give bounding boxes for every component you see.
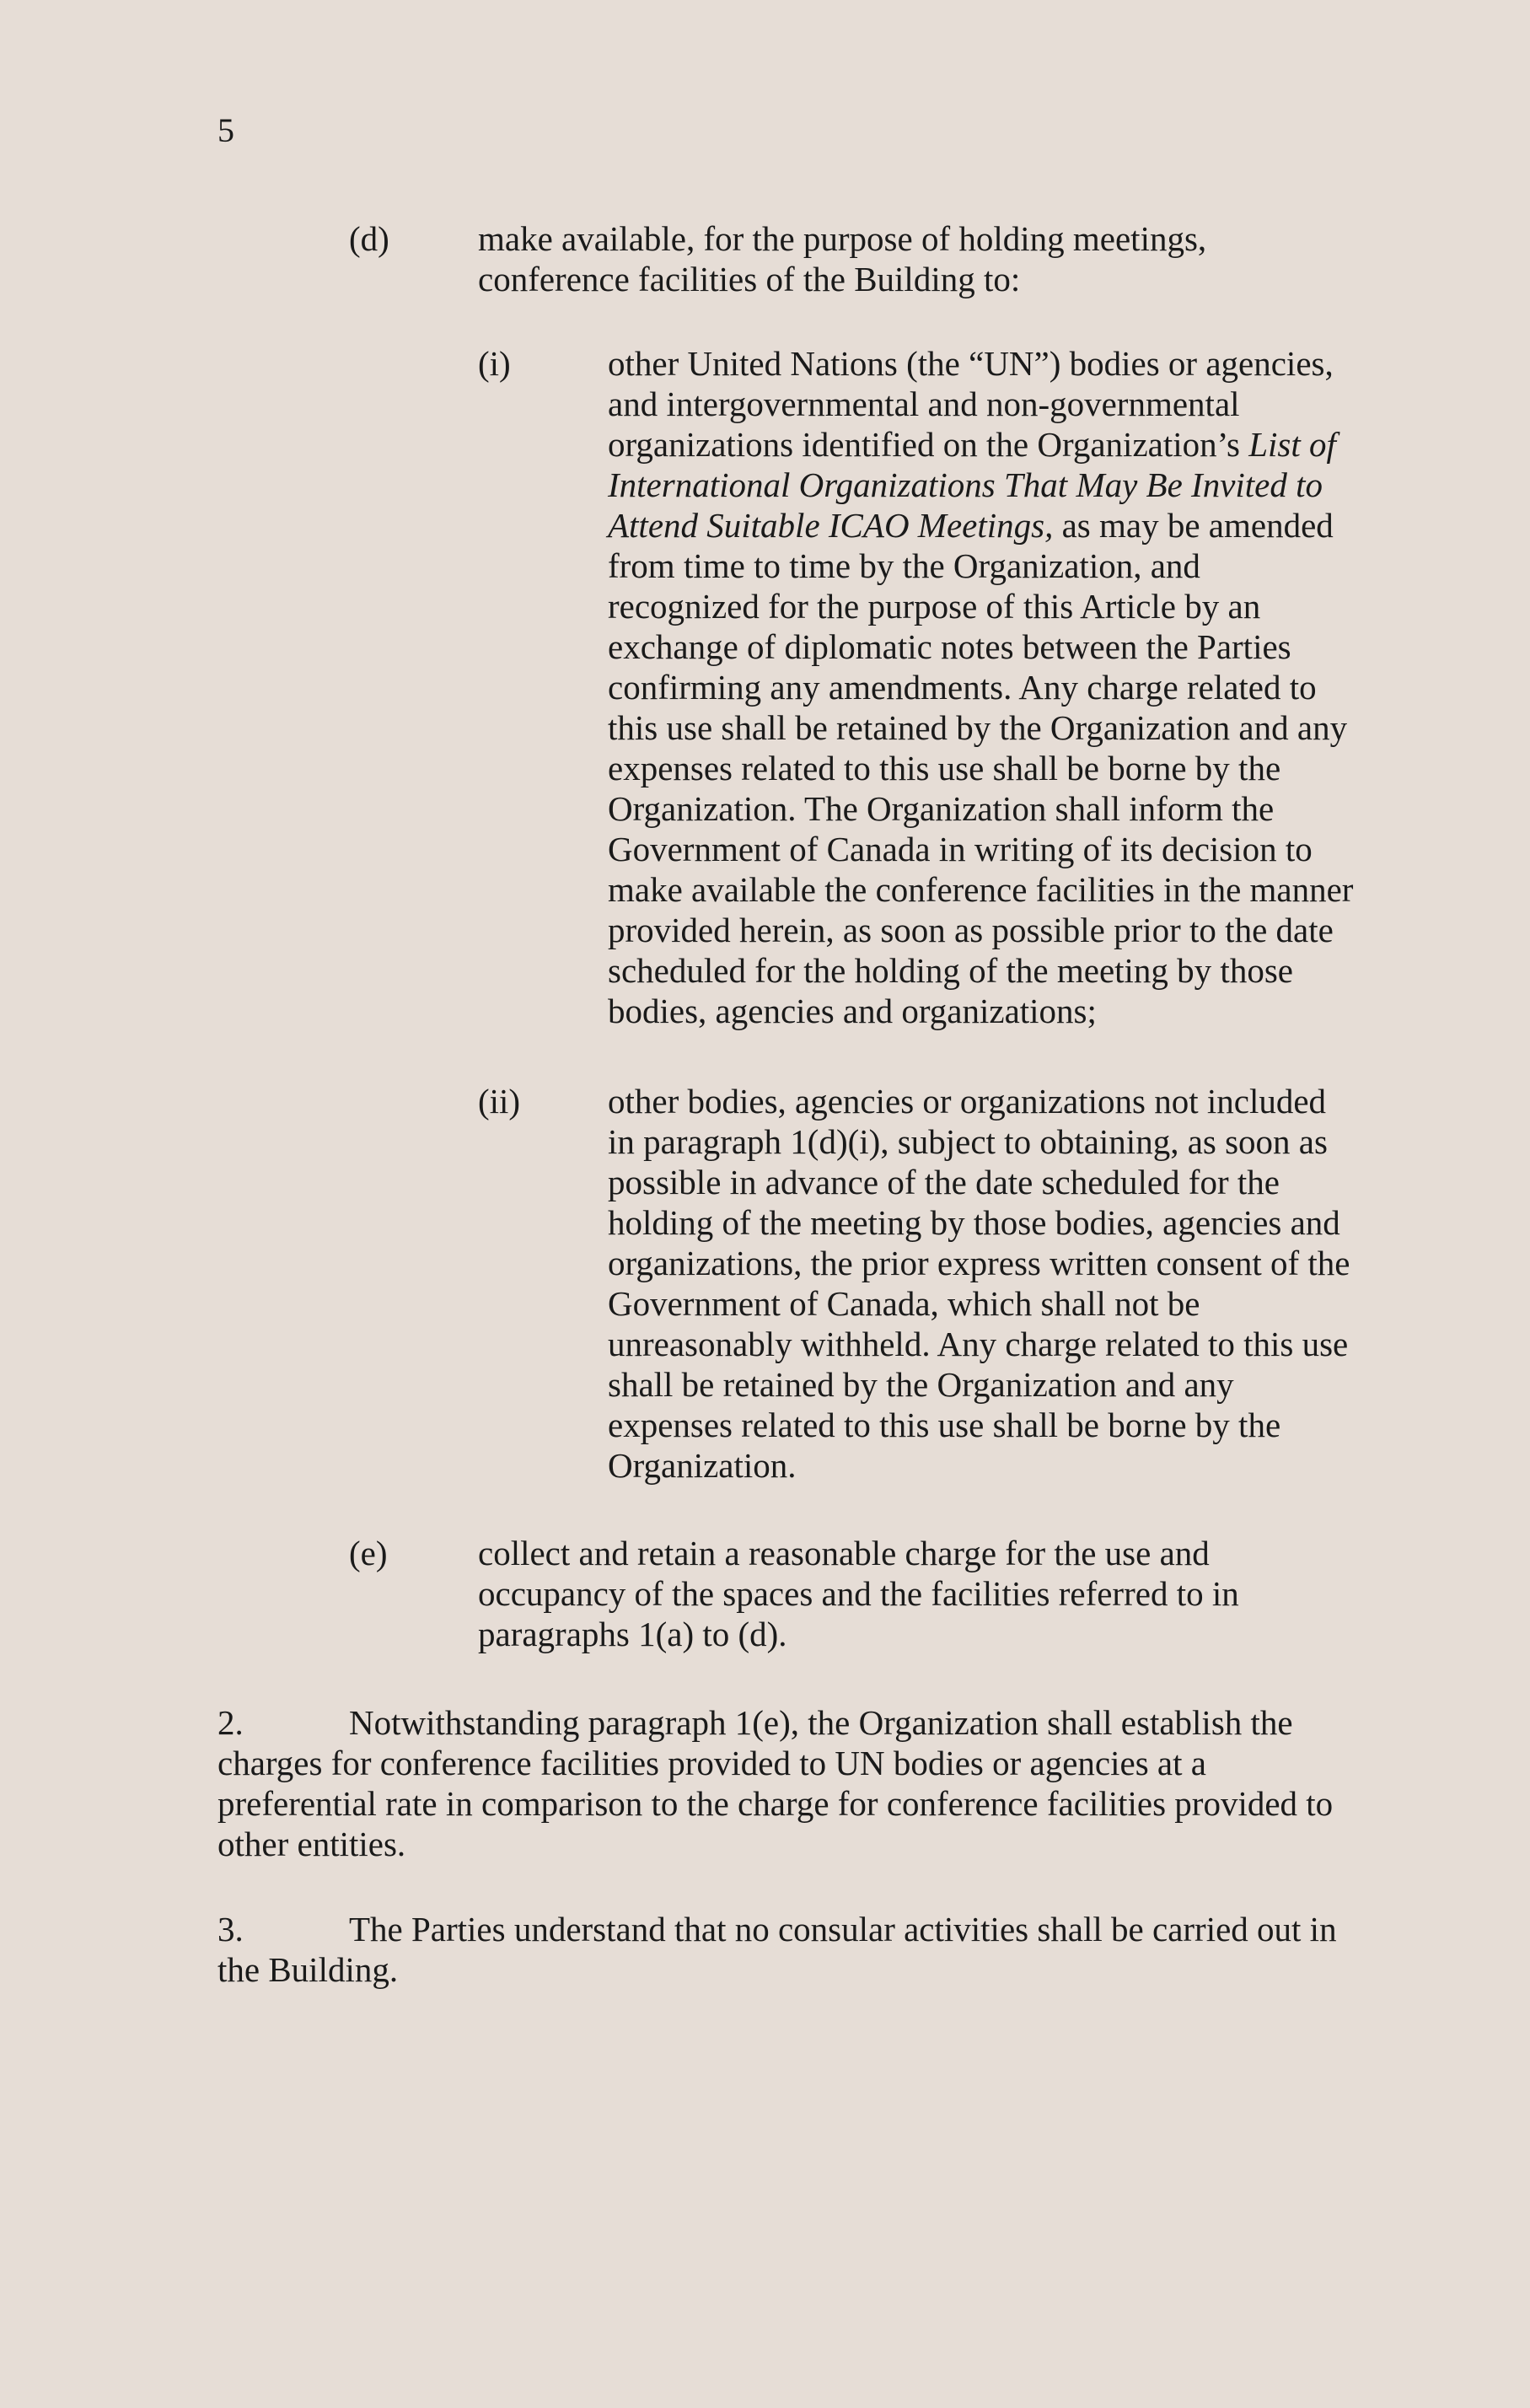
clause-d-ii-line: Government of Canada, which shall not be [608,1284,1200,1323]
paragraph-2-line: charges for conference facilities provided to UN bodies or agencies at a [217,1744,1206,1782]
clause-d-i-line: Government of Canada in writing of its decision to [608,830,1313,868]
clause-d-i-line: confirming any amendments. Any charge related to [608,668,1317,707]
clause-e-line: collect and retain a reasonable charge for the use and [478,1534,1210,1572]
paragraph-3-number: 3. [217,1910,244,1948]
clause-d-i-line: this use shall be retained by the Organization and any [608,708,1348,747]
page-number: 5 [217,111,234,149]
clause-d-i-line [608,464,1323,506]
paragraph-2-line: other entities. [217,1825,406,1863]
clause-d-ii-line: unreasonably withheld. Any charge related to this use [608,1325,1349,1363]
clause-d-i-line: bodies, agencies and organizations; [608,992,1097,1030]
clause-d-label: (d) [349,219,389,258]
clause-d-i-line: from time to time by the Organization, and [608,546,1200,585]
clause-d-ii-line: in paragraph 1(d)(i), subject to obtaining, as soon as [608,1122,1328,1161]
clause-d-i-line: expenses related to this use shall be borne by the [608,749,1281,787]
clause-d-i-line: other United Nations (the “UN”) bodies or agencies, [608,344,1334,383]
clause-d-ii-label: (ii) [478,1082,521,1121]
clause-d-ii-line: other bodies, agencies or organizations not included [608,1082,1327,1121]
paragraph-3-line: The Parties understand that no consular activities shall be carried out in [349,1910,1337,1948]
clause-d-i-line: exchange of diplomatic notes between the Parties [608,627,1291,666]
clause-d-i-line [608,504,1334,546]
clause-d-i-line: provided herein, as soon as possible prior to the date [608,911,1334,949]
clause-e-label: (e) [349,1534,388,1572]
clause-d-i-label: (i) [478,344,511,383]
clause-d-line: make available, for the purpose of holding meetings, [478,219,1207,258]
clause-d-i-line [608,423,1336,465]
paragraph-3-line: the Building. [217,1950,399,1989]
clause-d-i-line: make available the conference facilities in the manner [608,870,1354,909]
clause-d-i-line: and intergovernmental and non-governmental [608,384,1240,423]
list-title-italic: List of [1248,425,1336,464]
paragraph-2-number: 2. [217,1703,244,1742]
clause-d-i-line: recognized for the purpose of this Article by an [608,587,1261,626]
clause-d-i-line: scheduled for the holding of the meeting by those [608,951,1293,990]
clause-e-line: occupancy of the spaces and the facilities referred to in [478,1574,1239,1613]
list-title-italic: Attend Suitable ICAO Meetings, [608,506,1054,545]
clause-d-i-text: as may be amended [1061,506,1334,545]
clause-d-ii-line: organizations, the prior express written consent of the [608,1244,1350,1282]
clause-d-ii-line: expenses related to this use shall be borne by the [608,1406,1281,1444]
clause-d-ii-line: holding of the meeting by those bodies, agencies and [608,1203,1340,1242]
paragraph-2-line: preferential rate in comparison to the charge for conference facilities provided to [217,1784,1334,1823]
clause-d-ii-line: possible in advance of the date scheduled for the [608,1163,1280,1201]
clause-d-ii-line: Organization. [608,1446,797,1485]
clause-e-line: paragraphs 1(a) to (d). [478,1615,787,1653]
clause-d-line: conference facilities of the Building to: [478,260,1021,298]
clause-d-ii-line: shall be retained by the Organization and any [608,1365,1234,1404]
list-title-italic: International Organizations That May Be Invited to [608,465,1323,504]
paragraph-2-line: Notwithstanding paragraph 1(e), the Organization shall establish the [349,1703,1293,1742]
clause-d-i-text: organizations identified on the Organization’s [608,425,1240,464]
clause-d-i-line: Organization. The Organization shall inform the [608,789,1275,828]
